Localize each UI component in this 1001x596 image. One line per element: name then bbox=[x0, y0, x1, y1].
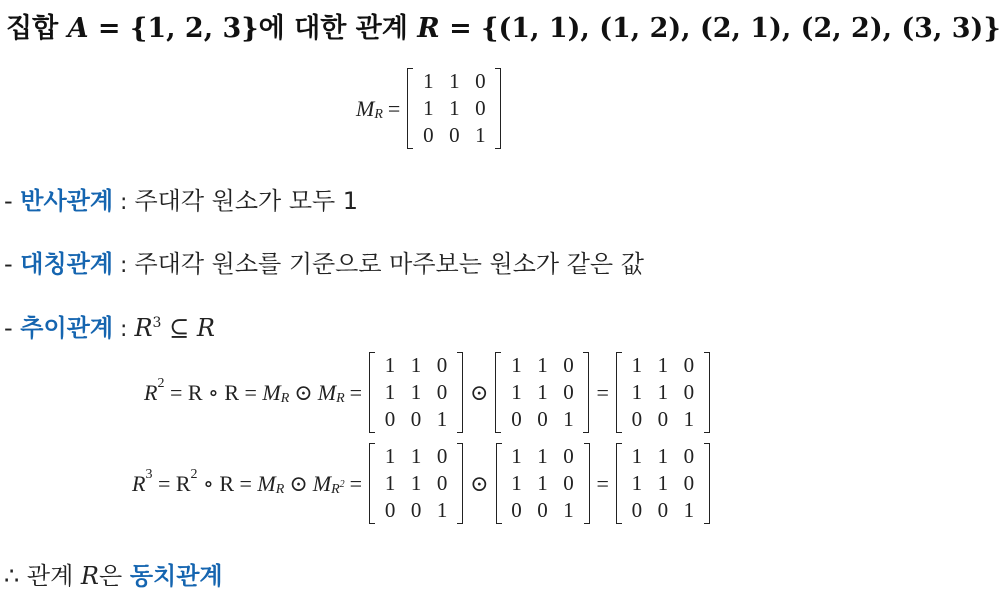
conclusion-text-2: 은 bbox=[99, 562, 130, 590]
eq1-matrix-b bbox=[495, 352, 589, 433]
page-title bbox=[6, 6, 1001, 45]
matrix-label: M bbox=[356, 95, 375, 121]
matrix-cell: 1 bbox=[511, 380, 522, 404]
matrix-cell: 1 bbox=[657, 444, 669, 468]
matrix-cell: 0 bbox=[384, 498, 396, 522]
eq1-m1-sub: R bbox=[280, 390, 290, 406]
eq2-expr-b: ∘ R = bbox=[197, 470, 258, 496]
matrix-cell: 0 bbox=[423, 123, 434, 147]
matrix-cell: 0 bbox=[511, 498, 522, 522]
matrix-bracket-right bbox=[495, 68, 501, 149]
relation-matrix-equation bbox=[356, 68, 503, 149]
matrix-grid bbox=[622, 352, 704, 433]
item-desc: 주대각 원소를 기준으로 마주보는 원소가 같은 값 bbox=[134, 250, 644, 278]
relation-name: R bbox=[417, 13, 440, 44]
matrix-cell: 1 bbox=[449, 96, 460, 120]
conclusion-text: 관계 bbox=[19, 562, 81, 590]
matrix-label-sub: R bbox=[374, 106, 383, 122]
odot-symbol: ⊙ bbox=[294, 379, 313, 405]
item-symmetric bbox=[4, 244, 644, 279]
eq1-lhs-exp: 2 bbox=[157, 375, 165, 391]
matrix-cell: 0 bbox=[631, 407, 643, 431]
eq2-expr-a: = R bbox=[152, 470, 191, 496]
title-prefix: 집합 bbox=[6, 13, 68, 44]
matrix-cell: 1 bbox=[631, 444, 643, 468]
matrix-cell: 1 bbox=[384, 444, 396, 468]
matrix-grid bbox=[413, 68, 495, 149]
odot-symbol: ⊙ bbox=[289, 470, 308, 496]
matrix-bracket-right bbox=[584, 443, 590, 524]
eq2-matrix-a bbox=[369, 443, 463, 524]
odot-symbol: ⊙ bbox=[470, 379, 489, 405]
matrix-cell: 1 bbox=[537, 444, 548, 468]
item-desc: 주대각 원소가 모두 1 bbox=[134, 187, 359, 215]
matrix-cell: 1 bbox=[537, 353, 548, 377]
matrix-cell: 0 bbox=[563, 380, 574, 404]
desc-relation: R bbox=[134, 314, 153, 342]
matrix-cell: 1 bbox=[384, 353, 396, 377]
matrix-cell: 1 bbox=[384, 380, 396, 404]
equals-sign: = bbox=[596, 379, 609, 405]
matrix-cell: 0 bbox=[410, 407, 422, 431]
matrix-cell: 1 bbox=[410, 444, 422, 468]
matrix-cell: 1 bbox=[631, 380, 643, 404]
conclusion-relation: R bbox=[80, 562, 99, 590]
matrix-cell: 1 bbox=[449, 69, 460, 93]
therefore-symbol: ∴ bbox=[4, 562, 20, 590]
matrix-grid bbox=[375, 352, 457, 433]
matrix-cell: 1 bbox=[683, 498, 695, 522]
matrix-bracket-right bbox=[583, 352, 589, 433]
matrix-cell: 1 bbox=[410, 380, 422, 404]
matrix-cell: 1 bbox=[511, 353, 522, 377]
eq1-lhs: R bbox=[144, 379, 158, 405]
matrix-cell: 1 bbox=[657, 471, 669, 495]
matrix-cell: 1 bbox=[563, 498, 574, 522]
equation-R3 bbox=[132, 443, 712, 524]
matrix-cell: 0 bbox=[683, 471, 695, 495]
matrix-grid bbox=[501, 352, 583, 433]
matrix-cell: 1 bbox=[511, 471, 522, 495]
item-transitive bbox=[4, 308, 215, 343]
title-mid: 에 대한 관계 bbox=[258, 13, 418, 44]
matrix-cell: 1 bbox=[631, 353, 643, 377]
matrix-cell: 0 bbox=[410, 498, 422, 522]
matrix-grid bbox=[375, 443, 457, 524]
matrix-cell: 1 bbox=[631, 471, 643, 495]
matrix-cell: 1 bbox=[384, 471, 396, 495]
conclusion bbox=[4, 556, 223, 591]
matrix-cell: 0 bbox=[631, 498, 643, 522]
matrix-cell: 0 bbox=[475, 96, 486, 120]
item-dash: - bbox=[4, 187, 21, 215]
matrix-cell: 0 bbox=[436, 380, 448, 404]
eq1-expr: = R ∘ R = bbox=[164, 379, 263, 405]
eq1-m1: M bbox=[262, 379, 281, 405]
keyword-equivalence: 동치관계 bbox=[129, 562, 223, 590]
matrix-cell: 0 bbox=[563, 444, 574, 468]
equals-sign: = bbox=[349, 470, 363, 496]
matrix-cell: 1 bbox=[657, 353, 669, 377]
eq2-m2-sub-exp: 2 bbox=[339, 478, 345, 490]
matrix-cell: 0 bbox=[537, 498, 548, 522]
matrix-bracket-right bbox=[704, 443, 710, 524]
matrix-cell: 1 bbox=[436, 498, 448, 522]
item-colon: : bbox=[113, 253, 135, 278]
matrix-cell: 1 bbox=[511, 444, 522, 468]
matrix-cell: 0 bbox=[683, 380, 695, 404]
matrix-cell: 1 bbox=[410, 471, 422, 495]
matrix-cell: 0 bbox=[683, 444, 695, 468]
matrix-cell: 0 bbox=[683, 353, 695, 377]
eq2-m2: M bbox=[312, 470, 332, 496]
keyword-transitive: 추이관계 bbox=[20, 314, 114, 342]
set-definition: = {1, 2, 3} bbox=[88, 13, 259, 44]
eq2-m2-sub-base: R bbox=[331, 481, 340, 497]
eq2-lhs: R bbox=[132, 470, 146, 496]
eq2-matrix-result bbox=[616, 443, 710, 524]
matrix-bracket-right bbox=[704, 352, 710, 433]
matrix-cell: 1 bbox=[683, 407, 695, 431]
eq1-m2: M bbox=[317, 379, 337, 405]
keyword-symmetric: 대칭관계 bbox=[20, 250, 114, 278]
item-reflexive bbox=[4, 181, 358, 216]
equation-R2 bbox=[144, 352, 712, 433]
eq1-matrix-a bbox=[369, 352, 463, 433]
matrix-cell: 0 bbox=[436, 444, 448, 468]
matrix-cell: 0 bbox=[537, 407, 548, 431]
matrix-cell: 1 bbox=[423, 69, 434, 93]
matrix-cell: 1 bbox=[537, 380, 548, 404]
eq2-matrix-b bbox=[496, 443, 590, 524]
matrix-grid bbox=[502, 443, 584, 524]
matrix-cell: 1 bbox=[475, 123, 486, 147]
matrix-grid bbox=[622, 443, 704, 524]
keyword-reflexive: 반사관계 bbox=[20, 187, 114, 215]
eq2-expr-exp: 2 bbox=[190, 466, 198, 482]
eq2-m2-sub bbox=[331, 478, 345, 498]
item-dash: - bbox=[4, 250, 21, 278]
matrix-cell: 1 bbox=[657, 380, 669, 404]
matrix-cell: 0 bbox=[436, 471, 448, 495]
matrix-cell: 1 bbox=[537, 471, 548, 495]
equals-sign: = bbox=[387, 95, 401, 121]
relation-definition: = {(1, 1), (1, 2), (2, 1), (2, 2), (3, 3)} bbox=[439, 13, 1001, 44]
eq2-m1-sub: R bbox=[275, 481, 285, 497]
matrix-cell: 0 bbox=[511, 407, 522, 431]
matrix-bracket-right bbox=[457, 443, 463, 524]
matrix-MR bbox=[407, 68, 501, 149]
matrix-cell: 0 bbox=[657, 498, 669, 522]
eq1-m2-sub: R bbox=[336, 390, 345, 406]
set-name: A bbox=[67, 13, 89, 44]
desc-exponent: 3 bbox=[152, 315, 162, 331]
matrix-cell: 0 bbox=[563, 471, 574, 495]
matrix-cell: 1 bbox=[410, 353, 422, 377]
equals-sign: = bbox=[349, 379, 363, 405]
matrix-cell: 0 bbox=[563, 353, 574, 377]
equals-sign: = bbox=[596, 470, 609, 496]
matrix-cell: 1 bbox=[423, 96, 434, 120]
matrix-cell: 0 bbox=[436, 353, 448, 377]
item-colon: : bbox=[113, 190, 135, 215]
matrix-bracket-right bbox=[457, 352, 463, 433]
matrix-cell: 0 bbox=[475, 69, 486, 93]
eq1-matrix-result bbox=[616, 352, 710, 433]
matrix-cell: 1 bbox=[563, 407, 574, 431]
matrix-cell: 1 bbox=[436, 407, 448, 431]
odot-symbol: ⊙ bbox=[470, 470, 489, 496]
matrix-cell: 0 bbox=[384, 407, 396, 431]
item-dash: - bbox=[4, 314, 21, 342]
subset-symbol: ⊆ bbox=[161, 314, 197, 342]
matrix-cell: 0 bbox=[449, 123, 460, 147]
desc-relation-2: R bbox=[196, 314, 215, 342]
eq2-m1: M bbox=[257, 470, 276, 496]
item-colon: : bbox=[113, 317, 135, 342]
eq2-lhs-exp: 3 bbox=[145, 466, 153, 482]
matrix-cell: 0 bbox=[657, 407, 669, 431]
